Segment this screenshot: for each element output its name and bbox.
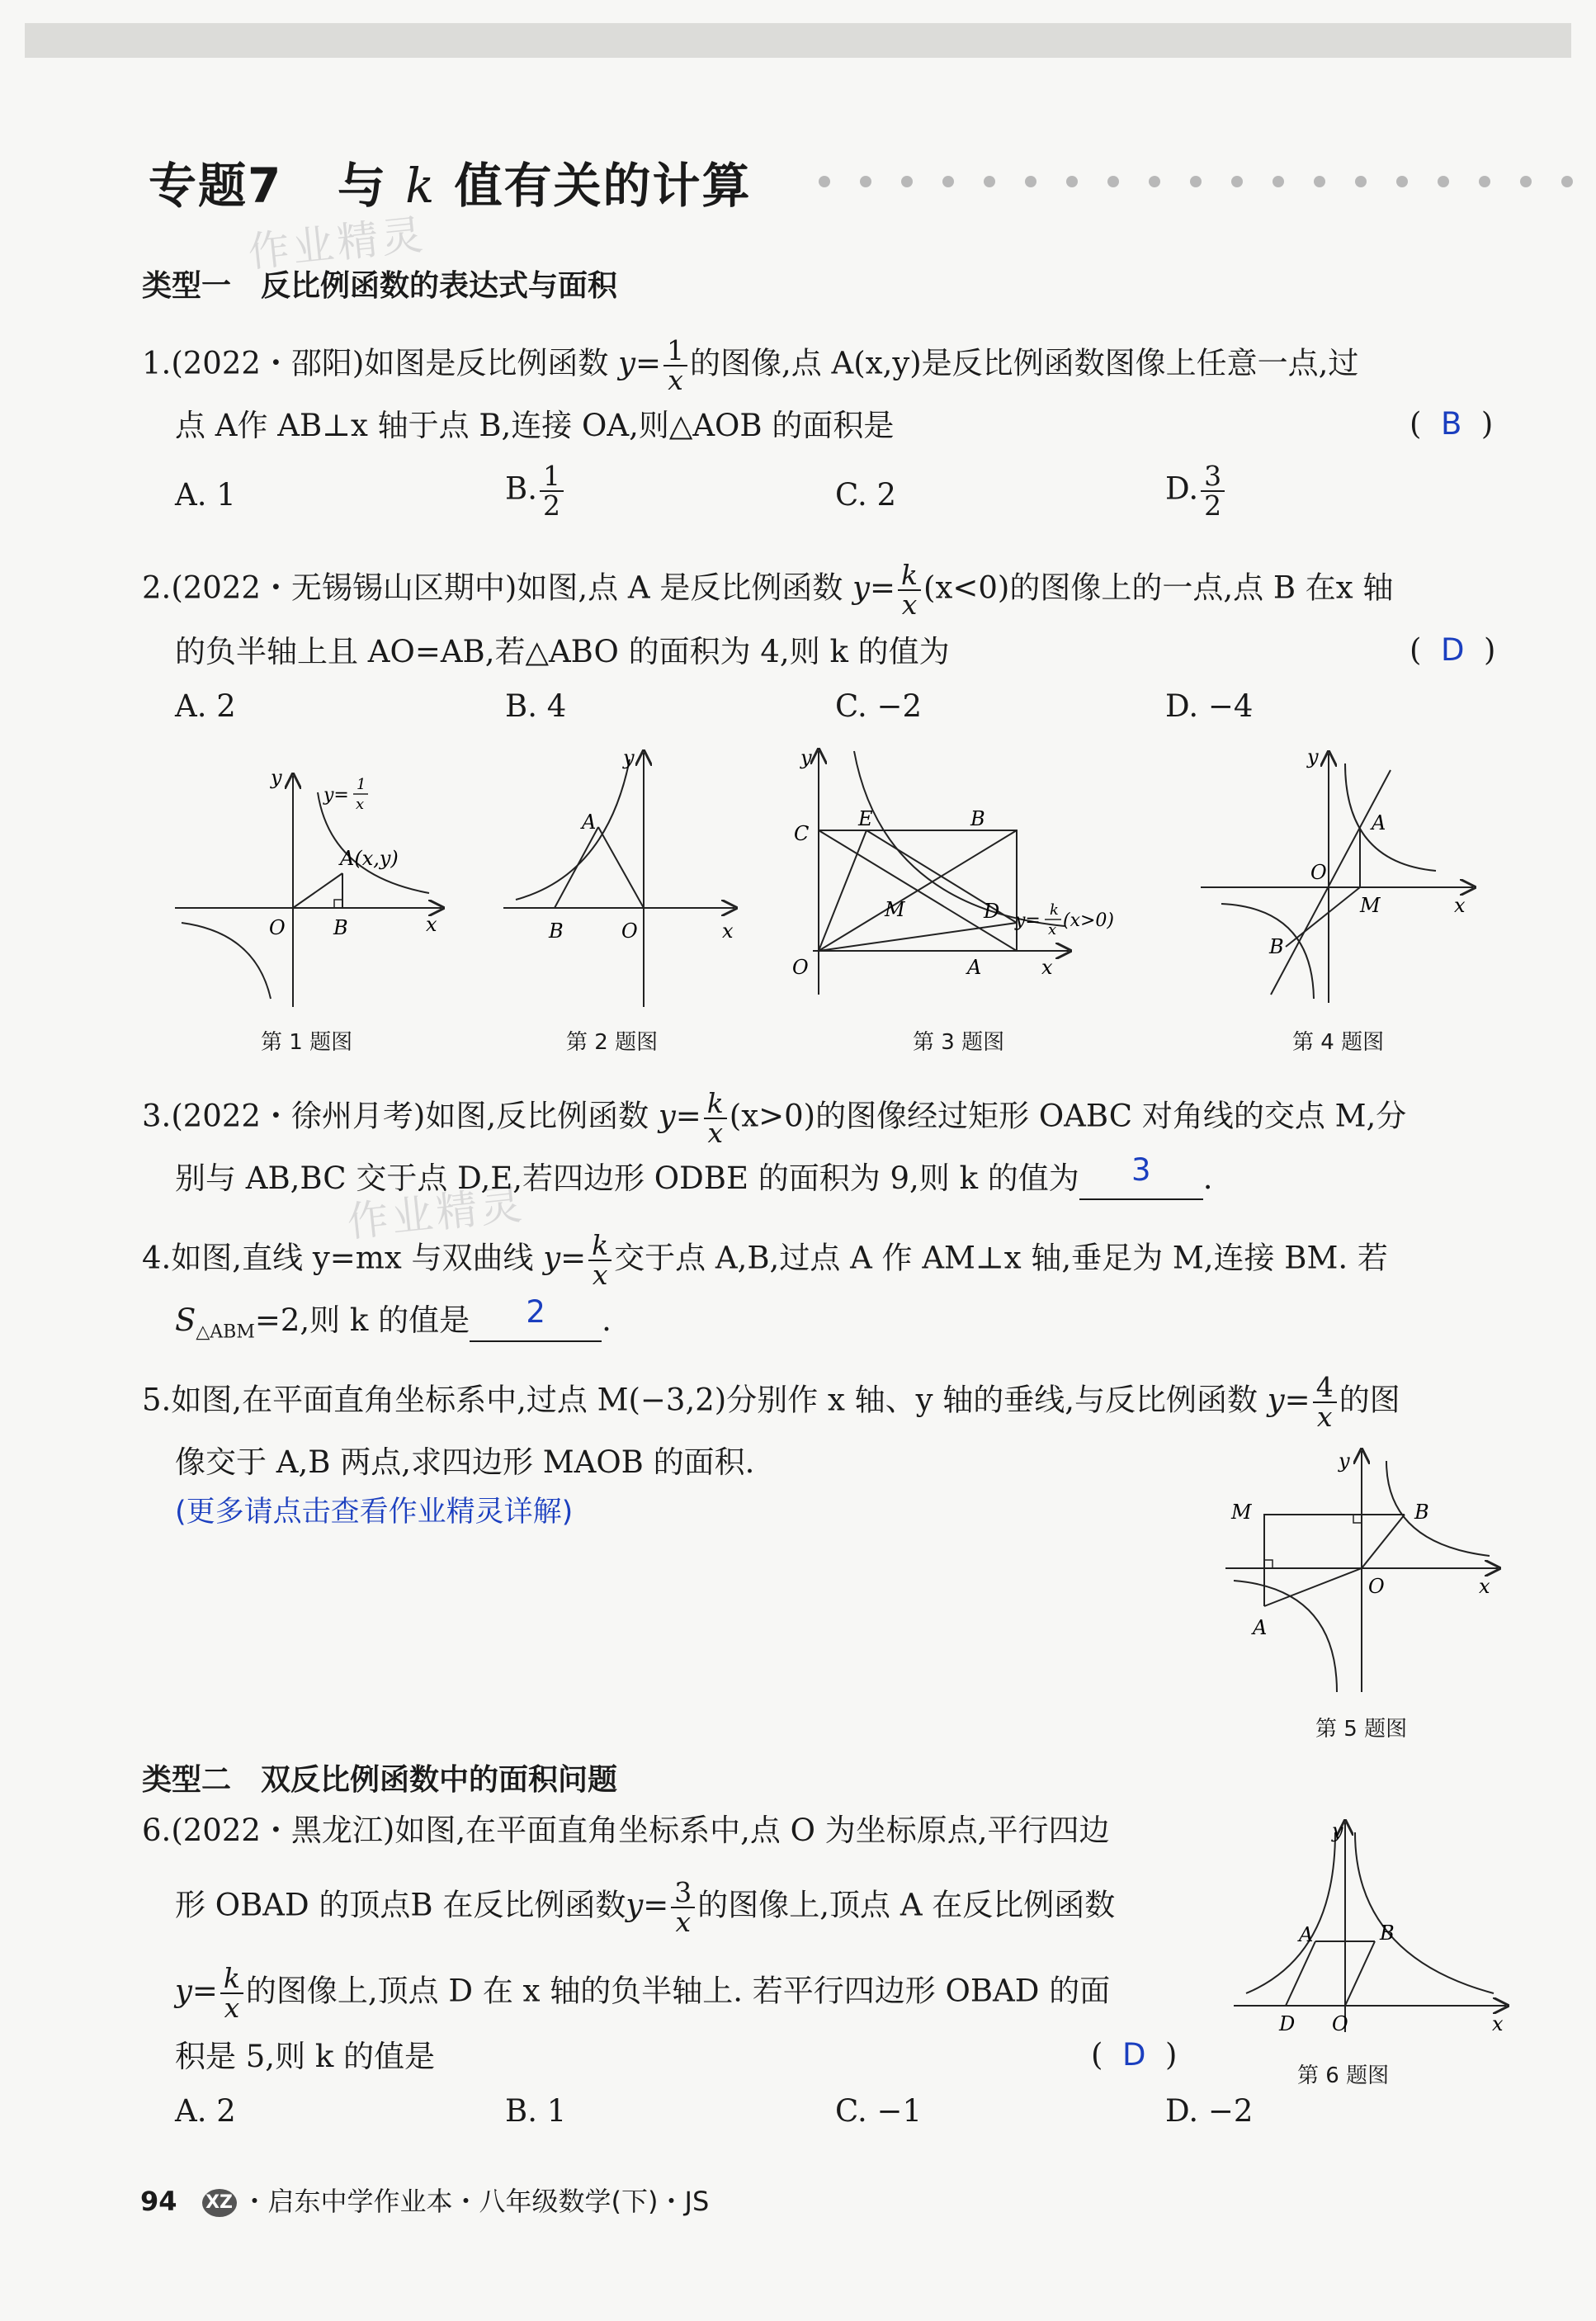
svg-text:D: D	[984, 900, 1000, 923]
xz-logo-icon: XZ	[202, 2189, 237, 2217]
q1-line1: 1.(2022・邵阳)如图是反比例函数 y= $\frac{1}{x}$ 的图像,点 A(x,y)是反比例函数图像上任意一点,过	[142, 334, 1359, 396]
figure-4-caption: 第 4 题图	[1292, 1030, 1385, 1055]
svg-text:B: B	[333, 916, 348, 939]
q2-option-c: C. −2	[835, 688, 923, 724]
q6-line2: 形 OBAD 的顶点B 在反比例函数y= $\frac{3}{x}$ 的图像上,顶点 A 在反比例函数	[175, 1876, 1116, 1938]
q6-option-b: B. 1	[505, 2093, 567, 2129]
svg-text:x: x	[1048, 921, 1057, 938]
svg-text:A: A	[582, 811, 597, 834]
svg-text:x: x	[722, 919, 734, 943]
svg-text:x: x	[356, 796, 365, 813]
q2-line2: 的负半轴上且 AO=AB,若△ABO 的面积为 4,则 k 的值为	[175, 634, 950, 669]
q6-answer: D	[1121, 2037, 1146, 2073]
svg-text:y: y	[1307, 747, 1319, 768]
svg-text:x: x	[1479, 1575, 1490, 1598]
svg-text:y=: y=	[323, 785, 349, 806]
svg-text:B: B	[970, 807, 985, 830]
svg-text:O: O	[621, 919, 638, 943]
svg-text:A: A	[967, 956, 982, 979]
svg-text:O: O	[1332, 2012, 1348, 2035]
q2-answer: D	[1440, 632, 1465, 668]
q2-option-a: A. 2	[175, 688, 236, 724]
svg-text:C: C	[794, 822, 810, 845]
figure-3-caption: 第 3 题图	[913, 1030, 1005, 1055]
svg-text:O: O	[792, 956, 809, 979]
svg-text:A: A	[1253, 1616, 1268, 1639]
section-title: 类型一 反比例函数的表达式与面积	[142, 269, 618, 303]
q5-line2: 像交于 A,B 两点,求四边形 MAOB 的面积.	[175, 1444, 755, 1480]
q6-line1: 6.(2022・黑龙江)如图,在平面直角坐标系中,点 O 为坐标原点,平行四边	[142, 1813, 1110, 1848]
svg-text:k: k	[1050, 901, 1059, 919]
q3-line2: 别与 AB,BC 交于点 D,E,若四边形 ODBE 的面积为 9,则 k 的值为 3 .	[175, 1159, 1213, 1200]
page-footer: 94 XZ ・启东中学作业本・八年级数学(下)・JS	[140, 2186, 710, 2217]
figure-6-caption: 第 6 题图	[1297, 2063, 1390, 2088]
svg-text:y: y	[800, 746, 812, 769]
svg-text:O: O	[1310, 861, 1327, 884]
svg-text:B: B	[1269, 935, 1284, 958]
svg-text:A: A	[1372, 811, 1386, 834]
svg-text:x: x	[426, 913, 437, 936]
more-details-link[interactable]: (更多请点击查看作业精灵详解)	[175, 1496, 574, 1529]
page-title: 专题7 与 k 值有关的计算	[149, 158, 752, 214]
q3-answer: 3	[1131, 1152, 1151, 1188]
figure-1	[165, 751, 446, 1015]
svg-text:(x>0): (x>0)	[1063, 910, 1115, 931]
q1-option-c: C. 2	[835, 477, 897, 513]
svg-text:A: A	[1299, 1923, 1314, 1946]
svg-text:x: x	[1492, 2012, 1504, 2035]
svg-text:O: O	[269, 916, 286, 939]
q6-option-c: C. −1	[835, 2093, 923, 2129]
svg-text:O: O	[1368, 1575, 1385, 1598]
figure-1-caption: 第 1 题图	[261, 1030, 353, 1055]
q2-option-b: B. 4	[505, 688, 567, 724]
q1-option-a: A. 1	[175, 477, 236, 513]
svg-text:M: M	[1360, 894, 1381, 917]
svg-text:y: y	[623, 746, 635, 769]
svg-text:y: y	[271, 766, 282, 789]
top-band	[25, 23, 1571, 58]
svg-text:x: x	[1454, 894, 1466, 917]
q4-line1: 4.如图,直线 y=mx 与双曲线 y= $\frac{k}{x}$ 交于点 A,B,过点 A 作 AM⊥x 轴,垂足为 M,连接 BM. 若	[142, 1229, 1388, 1291]
figure-3	[776, 743, 1155, 999]
topic-label: 专题7	[149, 158, 283, 214]
q2-option-d: D. −4	[1165, 688, 1254, 724]
q4-line2: $S_{\triangle ABM}=2$,则 k 的值是 2 .	[175, 1294, 611, 1343]
q2-line1: 2.(2022・无锡锡山区期中)如图,点 A 是反比例函数 y= $\frac{k}{x}$ (x<0)的图像上的一点,点 B 在x 轴	[142, 559, 1394, 621]
q2-answer-box: ( D )	[1409, 632, 1496, 668]
svg-text:E: E	[858, 807, 873, 830]
q6-option-d: D. −2	[1165, 2093, 1254, 2129]
svg-text:M: M	[885, 898, 905, 921]
q1-option-b: B. $\frac{1}{2}$	[505, 462, 566, 520]
q3-line1: 3.(2022・徐州月考)如图,反比例函数 y= $\frac{k}{x}$ (x>0)的图像经过矩形 OABC 对角线的交点 M,分	[142, 1087, 1407, 1149]
q6-option-a: A. 2	[175, 2093, 236, 2129]
svg-text:M: M	[1231, 1501, 1252, 1524]
svg-text:y: y	[1339, 1449, 1350, 1472]
svg-text:D: D	[1279, 2012, 1296, 2035]
title-dots	[819, 176, 1596, 187]
q5-line1: 5.如图,在平面直角坐标系中,过点 M(−3,2)分别作 x 轴、y 轴的垂线,与反比例函数 y= $\frac{4}{x}$ 的图	[142, 1371, 1400, 1433]
q6-answer-box: ( D )	[1091, 2037, 1178, 2073]
figure-4	[1197, 747, 1477, 1011]
svg-text:y=: y=	[1015, 910, 1041, 931]
figure-5-caption: 第 5 题图	[1315, 1717, 1408, 1742]
q4-answer: 2	[526, 1294, 545, 1330]
svg-text:1: 1	[357, 776, 366, 793]
watermark: 作业精灵	[344, 1179, 527, 1247]
svg-text:y: y	[1332, 1819, 1343, 1842]
svg-text:B: B	[1380, 1922, 1395, 1945]
page-number: 94	[140, 2186, 177, 2217]
q1-answer-box: ( B )	[1409, 406, 1494, 442]
q1-option-d: D. $\frac{3}{2}$	[1165, 462, 1227, 520]
q1-answer: B	[1440, 406, 1462, 442]
svg-text:A(x,y): A(x,y)	[340, 847, 399, 870]
q1-line2: 点 A作 AB⊥x 轴于点 B,连接 OA,则△AOB 的面积是	[175, 408, 895, 443]
q6-line4: 积是 5,则 k 的值是	[175, 2039, 436, 2074]
watermark: 作业精灵	[245, 210, 428, 277]
section-title: 类型二 双反比例函数中的面积问题	[142, 1763, 618, 1797]
svg-text:B: B	[549, 919, 564, 943]
q6-line3: y= $\frac{k}{x}$ 的图像上,顶点 D 在 x 轴的负半轴上. 若平行四边形 OBAD 的面	[175, 1962, 1111, 2024]
figure-6	[1230, 1816, 1510, 2039]
figure-2-caption: 第 2 题图	[566, 1030, 659, 1055]
svg-text:B: B	[1414, 1501, 1429, 1524]
figure-2	[499, 743, 739, 1015]
figure-5	[1221, 1444, 1502, 1700]
svg-text:x: x	[1041, 956, 1053, 979]
